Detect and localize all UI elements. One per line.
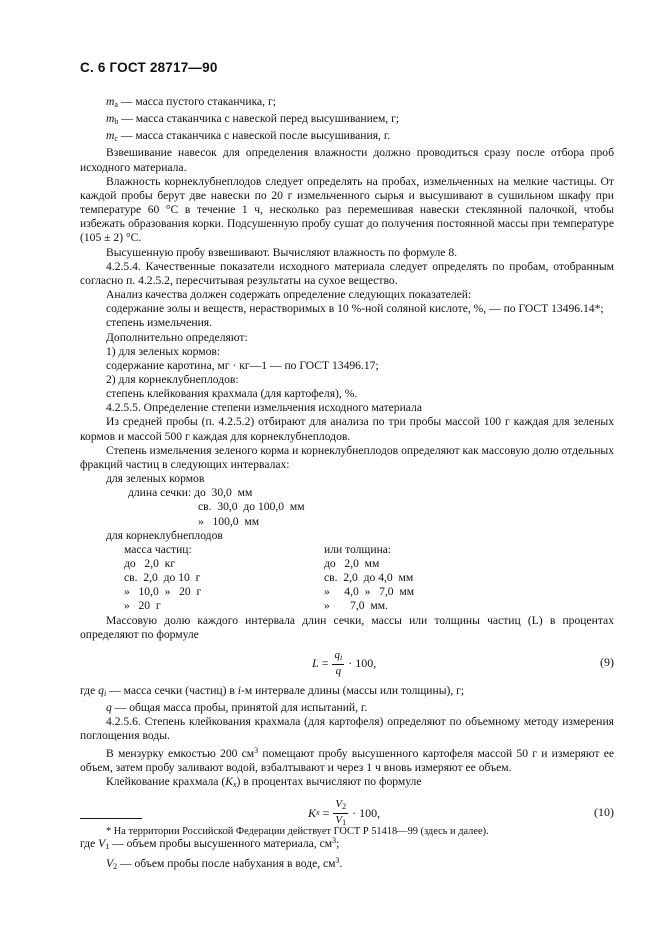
where-v2: $V_2$ — объем пробы после набухания в воде, $см^3$. [106,856,343,872]
paragraph: Взвешивание навесок для определения влажности должно проводиться сразу после отбора проб исходного материала. [80,146,614,174]
where-qi: где $q_i$ — масса сечки (частиц) в i-м интервале длины (массы или толщины), г; [80,683,465,698]
definition-mc: $m_c$ — масса стаканчика с навеской после высушивания, г. [106,129,391,144]
document-body [80,95,614,874]
section-4-2-5-5: 4.2.5.5. Определение степени измельчения исходного материала [106,401,422,415]
paragraph: содержание каротина, мг · кг—1 — по ГОСТ 13496.17; [106,358,379,372]
fraction: $\frac{q_i}{q}$ [334,648,343,677]
paragraph: Влажность корнеклубнеплодов следует определять на пробах, измельченных на мелкие частицы. От каждой пробы берут две навески по 20 г измельченного сырья и высушивают в сушильном шкафу при температуре 60 °С в течение 1 ч, несколько раз перемешивая навески стеклянной палочкой, чтобы избежать образования корки. Подсушенную пробу сушат до получения постоянной массы при температуре (105 ± 2) °С. [80,174,614,245]
tubers-table-head: масса частиц: или толщина: [124,542,392,556]
section-4-2-5-6: 4.2.5.6. Степень клейкования крахмала (для картофеля) определяют по объемному методу измерения поглощения воды. [80,715,614,743]
footnote: * На территории Российской Федерации действует ГОСТ Р 51418—99 (здесь и далее). [106,826,489,837]
paragraph: 2) для корнеклубнеплодов: [106,372,239,386]
tubers-heading: для корнеклубнеплодов [106,528,223,542]
paragraph: степень клейкования крахмала (для картофеля), %. [106,387,358,401]
green-feed-heading: для зеленых кормов [106,472,205,486]
fraction: $\frac{V_2}{V_1}$ [335,797,347,827]
paragraph: В мензурку емкостью 200 $см^3$ помещают пробу высушенного картофеля массой 50 г и измеряют ее объем, затем пробу заливают водой, взбалтывают и через 1 ч вновь измеряют ее объем. [80,745,614,774]
paragraph: Из средней пробы (п. 4.2.5.2) отбирают для анализа по три пробы массой 100 г каждая для зеленых кормов и массой 500 г каждая для корнеклубнеплодов. [80,415,614,443]
where-v1: где $V_1$ — объем пробы высушенного материала, $см^3$; [80,836,340,852]
cut-length-row: » 100,0 мм [198,514,260,528]
cut-length-row: длина сечки: до 30,0 мм [128,486,253,500]
page-header: С. 6 ГОСТ 28717—90 [80,60,218,75]
paragraph: Дополнительно определяют: [106,330,248,344]
formula-number: (9) [600,654,614,669]
formula-number: (10) [594,805,614,820]
footnote-divider [80,818,142,819]
paragraph: Степень измельчения зеленого корма и корнеклубнеплодов определяют как массовую долю отдельных фракций частиц в следующих интервалах: [80,443,614,471]
where-q: q — общая масса пробы, принятой для испытаний, г. [106,701,368,715]
paragraph: Клейкование крахмала $(K_x)$ в процентах вычисляют по формуле [106,774,422,789]
paragraph: содержание золы и веществ, нерастворимых в 10 %-ной соляной кислоте, %, — по ГОСТ 13496.14*; [106,302,604,316]
paragraph: Массовую долю каждого интервала длин сечки, массы или толщины частиц (L) в процентах определяют по формуле [80,613,614,641]
paragraph: степень измельчения. [106,316,213,330]
tubers-table-row: св. 2,0 до 10 г св. 2,0 до 4,0 мм [124,571,414,585]
tubers-table-row: » 20 г » 7,0 мм. [124,599,388,613]
definition-mb: $m_b$ — масса стаканчика с навеской перед высушиванием, г; [106,112,400,127]
paragraph: Анализ качества должен содержать определение следующих показателей: [106,288,472,302]
paragraph: 1) для зеленых кормов: [106,344,221,358]
tubers-table-row: до 2,0 кг до 2,0 мм [124,557,380,570]
cut-length-row: св. 30,0 до 100,0 мм [198,500,305,514]
section-4-2-5-4: 4.2.5.4. Качественные показатели исходного материала следует определять по пробам, отобранным согласно п. 4.2.5.2, пересчитывая результаты на сухое вещество. [80,259,614,287]
tubers-table-row: » 10,0 » 20 г » 4,0 » 7,0 мм [124,585,415,599]
formula-10: K x = $\frac{V_2}{V_1}$ · 100, (10) [308,797,614,827]
paragraph: Высушенную пробу взвешивают. Вычисляют влажность по формуле 8. [106,245,458,259]
formula-9: L = $\frac{q_i}{q}$ · 100, (9) [312,648,614,677]
definition-ma: $m_a$ — масса пустого стаканчика, г; [106,95,276,109]
